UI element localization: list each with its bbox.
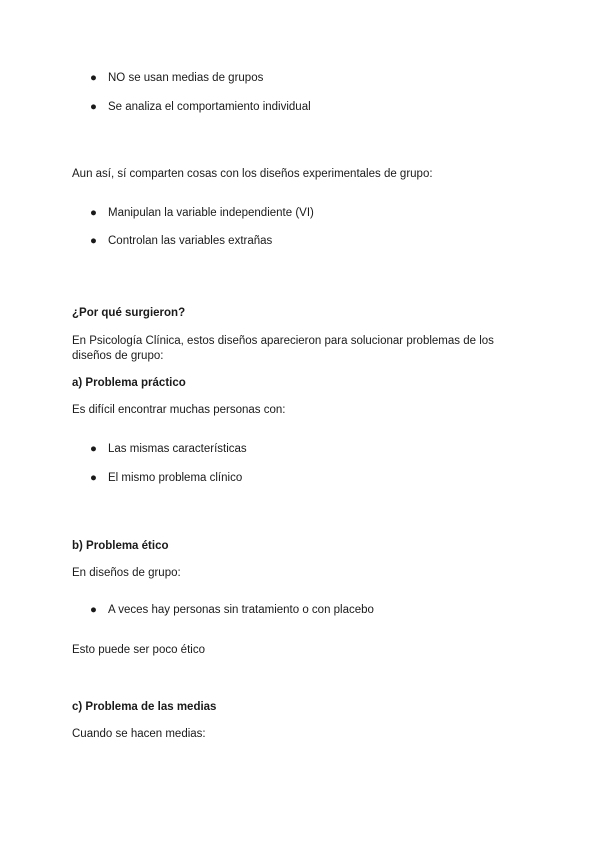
list-item-text: El mismo problema clínico <box>108 472 243 484</box>
list-item-text: Las mismas características <box>108 443 247 455</box>
paragraph-ethical-note: Esto puede ser poco ético <box>72 644 205 656</box>
paragraph-clinical: En Psicología Clínica, estos diseños aparecieron para solucionar problemas de los diseños de grupo: <box>72 335 494 362</box>
bullet-icon: ● <box>90 443 97 455</box>
heading-practical-problem: a) Problema práctico <box>72 377 186 389</box>
heading-why: ¿Por qué surgieron? <box>72 307 186 319</box>
bullet-icon: ● <box>90 207 97 219</box>
paragraph-practical: Es difícil encontrar muchas personas con: <box>72 404 286 416</box>
paragraph-means: Cuando se hacen medias: <box>72 728 206 740</box>
bullet-icon: ● <box>90 235 97 247</box>
list-item-text: Se analiza el comportamiento individual <box>108 101 311 113</box>
list-item-text: NO se usan medias de grupos <box>108 72 264 84</box>
heading-means-problem: c) Problema de las medias <box>72 701 217 713</box>
list-item-text: Controlan las variables extrañas <box>108 235 273 247</box>
list-item-text: A veces hay personas sin tratamiento o con placebo <box>108 604 374 616</box>
bullet-icon: ● <box>90 604 97 616</box>
paragraph-shared-features: Aun así, sí comparten cosas con los diseños experimentales de grupo: <box>72 168 433 180</box>
paragraph-ethical: En diseños de grupo: <box>72 567 181 579</box>
bullet-icon: ● <box>90 101 97 113</box>
bullet-icon: ● <box>90 472 97 484</box>
list-item-text: Manipulan la variable independiente (VI) <box>108 207 314 219</box>
bullet-icon: ● <box>90 72 97 84</box>
heading-ethical-problem: b) Problema ético <box>72 540 169 552</box>
